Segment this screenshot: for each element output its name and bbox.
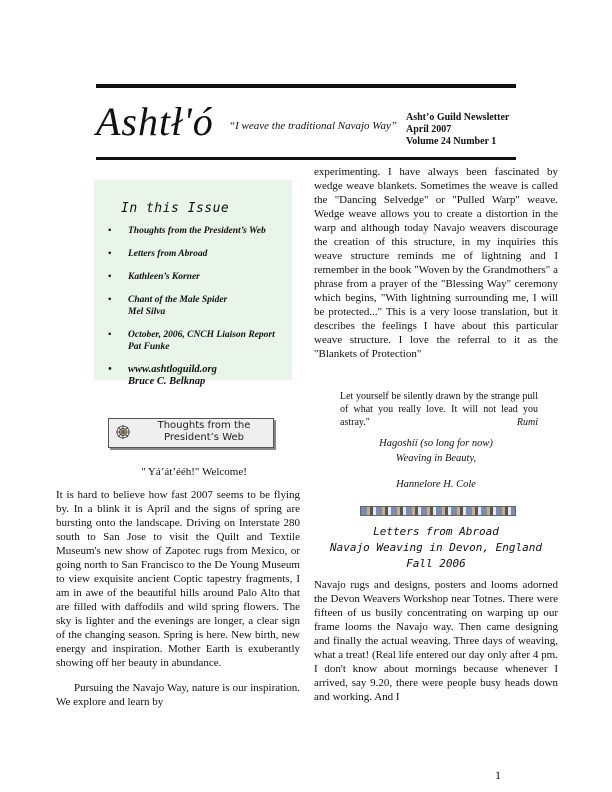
body-paragraph: Pursuing the Navajo Way, nature is our inspiration. We explore and learn by [56, 682, 300, 708]
signoff [314, 436, 558, 492]
issue-item-title: Chant of the Male Spider [128, 295, 228, 305]
issue-item [108, 329, 288, 353]
newsletter-title: Ashtł'ó [96, 99, 214, 144]
page-number: 1 [495, 768, 501, 782]
issue-item [108, 364, 288, 388]
masthead-top-rule [96, 84, 516, 88]
bullet-icon: • [108, 226, 112, 236]
farewell-line: Hagoshíí (so long for now) [379, 438, 493, 449]
banner-line: Thoughts from the [157, 420, 251, 431]
bullet-icon: • [108, 249, 112, 259]
quote-text: Let yourself be silently drawn by the strange pull of what you really love. It will not lead you astray." [340, 391, 538, 428]
farewell-line: Weaving in Beauty, [395, 453, 477, 464]
masthead-bottom-rule [96, 157, 516, 160]
volume-number: Volume 24 Number 1 [406, 136, 497, 147]
issue-item-title: Letters from Abroad [128, 249, 208, 259]
issue-item-author: Mel Silva [128, 307, 166, 317]
newsletter-name: Asht’o Guild Newsletter [406, 112, 510, 123]
body-paragraph: experimenting. I have always been fascinated by wedge weave blankets. Sometimes the weave is called the "Dancing Selvedge" or "Pulled Warp" weave. Wedge weave allows you to create a distortion in the warp and although today Navajo weavers discourage the creation of this structure, in my inquiries this weave structure reminds me of lightning and I remember in the book "Woven by the Grandmothers" a phrase from a prayer of the "Blessing Way" ceremony which begins, "With lightning surrounding me, I will be protected..." This is a very loose translation, but it describes the feelings I have about this particular weave structure. I love the referral to it as the "Blankets of Protection" [314, 166, 558, 360]
issue-item-author: Bruce C. Belknap [128, 376, 206, 387]
website-link[interactable]: www.ashtloguild.org [128, 364, 217, 375]
letters-heading [314, 524, 558, 572]
issue-item-title: Kathleen’s Korner [128, 272, 200, 282]
letters-subtitle: Navajo Weaving in Devon, England [330, 541, 542, 554]
issue-item-author: Pat Funke [128, 342, 170, 352]
signature: Hannelore H. Cole [396, 479, 476, 490]
thoughts-banner-text [140, 420, 268, 444]
woven-border-divider [360, 506, 516, 516]
body-paragraph: Navajo rugs and designs, posters and looms adorned the Devon Weavers Workshop near Totnes. There were fifteen of us busily concentrating on warping up our frame looms the Navajo way. Then came designing and finally the actual weaving. Three days of weaving, what a treat! (Real life entered our day only after 4 pm. I don't know about mornings because whenever I arrived, say 9.20, there were people busy heads down and working. And I [314, 579, 558, 703]
bullet-icon: • [108, 272, 112, 282]
spider-web-icon [115, 424, 131, 440]
in-this-issue-heading: In this Issue [121, 201, 230, 216]
bullet-icon: • [108, 330, 112, 340]
issue-item [108, 248, 288, 260]
quote-attribution: Rumi [516, 417, 538, 428]
newsletter-info [406, 112, 509, 148]
letters-title: Letters from Abroad [373, 525, 499, 538]
letters-date: Fall 2006 [406, 557, 466, 570]
issue-item [108, 271, 288, 283]
in-this-issue-list [108, 225, 288, 399]
issue-item-title: October, 2006, CNCH Liaison Report [128, 330, 275, 340]
body-paragraph: It is hard to believe how fast 2007 seems to be flying by. In a blink it is April and the signs of spring are bursting onto the landscape. Driving on Interstate 280 south to San Jose to visit the Quilt and Textile Museum's new show of Zapotec rugs from Mexico, or going north to San Francisco to the De Young Museum to view exquisite ancient Coptic tapestry fragments, I am in awe of the beautiful hills around Palo Alto that are filled with daffodils and wild spring flowers. The sky is lighter and the evenings are longer, a clear sign of the changing season. Spring is here. New birth, new energy and inspiration. Mother Earth is exuberantly showing off her beauty in abundance. [56, 489, 300, 669]
banner-line: President’s Web [163, 432, 244, 443]
issue-item-title: Thoughts from the President’s Web [128, 226, 266, 236]
welcome-greeting: " Yá’át’ééh!" Welcome! [141, 466, 247, 478]
bullet-icon: • [108, 295, 112, 305]
issue-date: April 2007 [406, 124, 452, 135]
rumi-quote [340, 390, 538, 429]
issue-item [108, 294, 288, 318]
newsletter-tagline: “I weave the traditional Navajo Way” [229, 120, 397, 132]
issue-item [108, 225, 288, 237]
bullet-icon: • [108, 364, 112, 375]
